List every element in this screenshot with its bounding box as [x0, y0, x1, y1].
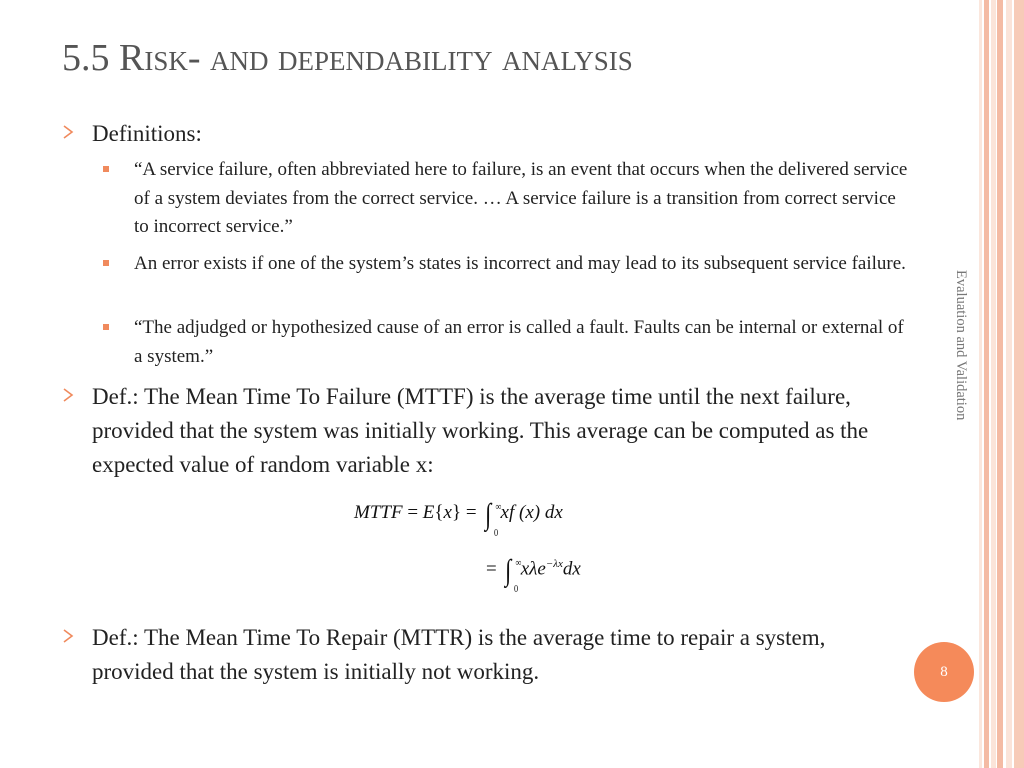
title-number: 5.5 — [62, 37, 119, 79]
formula-brace-close: } — [451, 502, 462, 523]
slide-title — [62, 36, 633, 80]
mttf-formula-line-1 — [354, 498, 563, 539]
formula-exponent: −λx — [545, 558, 563, 570]
sub-bullet-fault — [134, 314, 914, 371]
formula-equals: = — [402, 502, 423, 523]
sub-bullet-text: “The adjudged or hypothesized cause of an error is called a fault. Faults can be internal or external of a system.” — [134, 317, 904, 367]
sub-bullet-text: An error exists if one of the system’s states is incorrect and may lead to its subsequent service failure. — [134, 253, 906, 274]
formula-equals: = — [486, 558, 502, 580]
formula-integrand: xλe — [520, 558, 546, 580]
decorative-stripe — [991, 0, 996, 768]
formula-integrand: xf — [500, 502, 515, 523]
formula-expectation: E — [422, 502, 435, 523]
integral-upper-limit: ∞ — [495, 501, 502, 513]
formula-lhs: MTTF — [354, 502, 403, 523]
arrow-bullet-icon — [62, 125, 74, 139]
sub-bullet-text: “A service failure, often abbreviated here to failure, is an event that occurs when the delivered service of a system deviates from the correct service. … A service failure is a transition from correct service to incorrect service.” — [134, 159, 908, 237]
bullet-definitions — [92, 117, 912, 151]
bullet-mttr — [92, 621, 912, 689]
integral-lower-limit: 0 — [514, 583, 519, 596]
integral-lower-limit: 0 — [494, 527, 499, 539]
bullet-text: Def.: The Mean Time To Failure (MTTF) is the average time until the next failure, provided that the system was initially working. This average can be computed as the expected value of random variable x: — [92, 384, 869, 477]
page-number-badge: 8 — [914, 642, 974, 702]
decorative-stripe — [997, 0, 1003, 768]
bullet-text: Definitions: — [92, 121, 202, 146]
bullet-text: Def.: The Mean Time To Repair (MTTR) is the average time to repair a system, provided that the system is initially not working. — [92, 625, 826, 684]
integral-upper-limit: ∞ — [515, 557, 522, 570]
square-bullet-icon — [103, 324, 109, 330]
side-section-label: Evaluation and Validation — [953, 270, 969, 421]
decorative-stripe — [1014, 0, 1024, 768]
formula-argument: (x) — [514, 502, 545, 523]
sub-bullet-service-failure — [134, 156, 914, 242]
integral-sign: ∫ ∞ 0 — [505, 561, 511, 581]
mttf-formula-line-2 — [486, 554, 581, 596]
square-bullet-icon — [103, 260, 109, 266]
square-bullet-icon — [103, 166, 109, 172]
arrow-bullet-icon — [62, 629, 74, 643]
formula-brace-open: { — [434, 502, 444, 523]
bullet-mttf — [92, 380, 912, 482]
formula-equals: = — [461, 502, 482, 523]
title-text: Risk- and dependability analysis — [119, 37, 633, 79]
decorative-stripe — [984, 0, 989, 768]
formula-variable: x — [443, 502, 452, 523]
formula-differential: dx — [562, 558, 581, 580]
formula-differential: dx — [544, 502, 563, 523]
decorative-stripe — [1006, 0, 1012, 768]
integral-sign: ∫ ∞ 0 — [485, 505, 491, 525]
decorative-stripe — [979, 0, 982, 768]
arrow-bullet-icon — [62, 388, 74, 402]
sub-bullet-error — [134, 250, 914, 279]
